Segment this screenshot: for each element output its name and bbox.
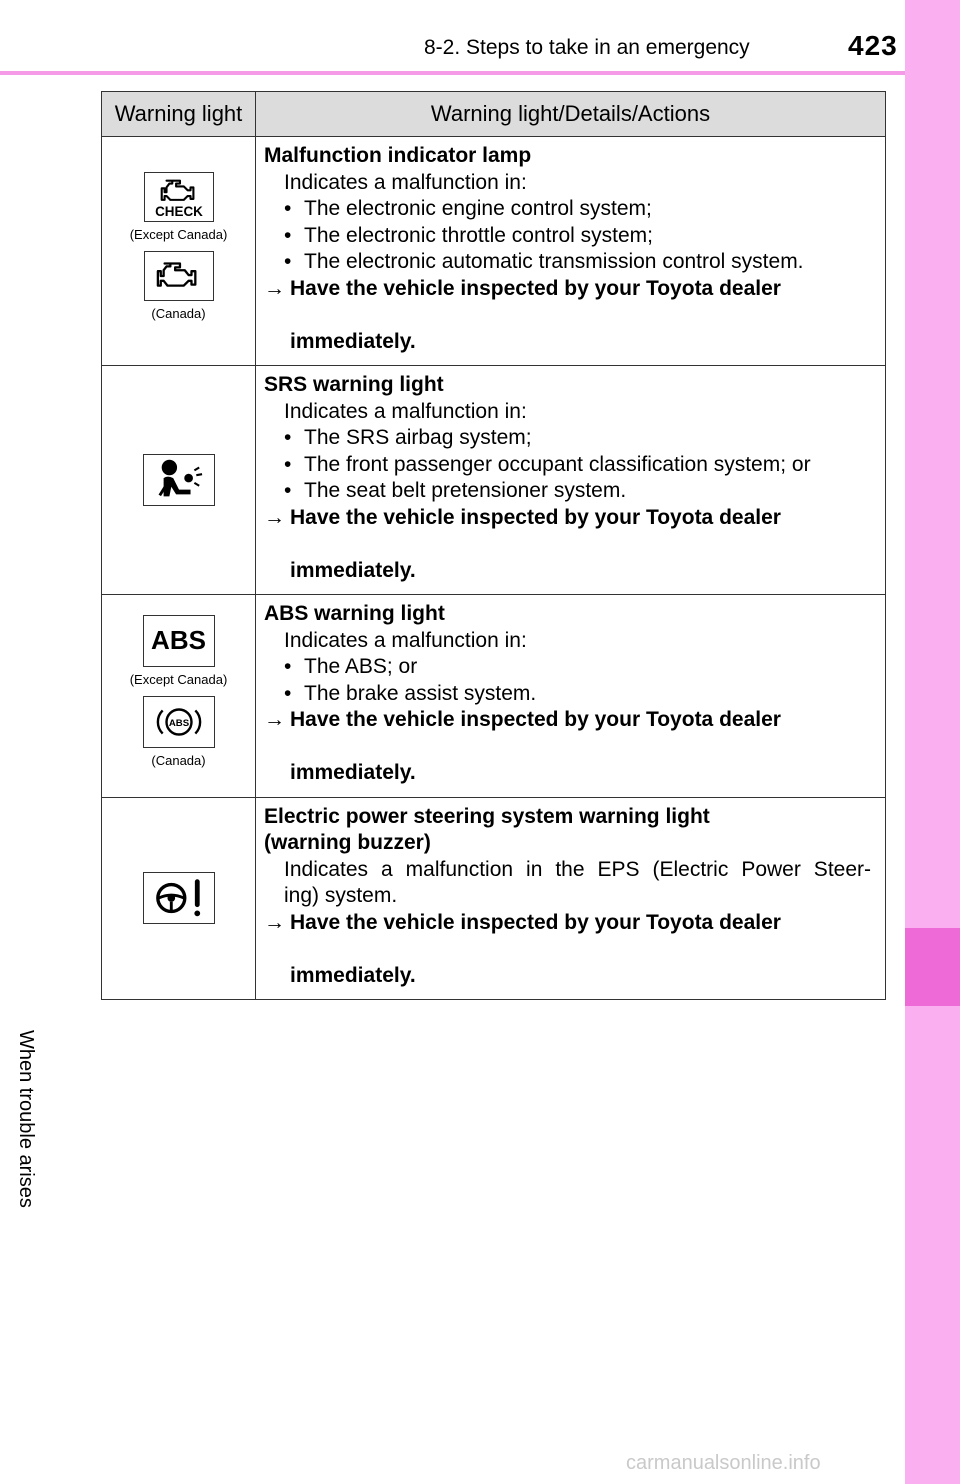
action-text: → Have the vehicle inspected by your Toyota dealer xyxy=(264,910,871,963)
icon-cell xyxy=(102,366,256,595)
chapter-number: 8 xyxy=(21,956,34,978)
action-text-continued: immediately. xyxy=(290,761,416,784)
warning-title: Electric power steering system warning light xyxy=(264,804,710,828)
action-text-continued: immediately. xyxy=(290,963,416,987)
table-row xyxy=(102,595,886,798)
column-header-warning-light: Warning light xyxy=(102,92,256,137)
warning-title: SRS warning light xyxy=(264,373,444,396)
chapter-number-box xyxy=(905,928,960,1006)
srs-airbag-icon xyxy=(143,454,215,506)
action-text-continued: immediately. xyxy=(290,558,416,582)
engine-icon xyxy=(144,251,214,301)
list-item: • The ABS; or xyxy=(264,654,871,681)
icon-cell xyxy=(102,137,256,366)
table-header-row xyxy=(102,92,886,137)
list-item: • The brake assist system. xyxy=(264,681,871,708)
watermark: carmanualsonline.info xyxy=(626,1452,821,1474)
svg-text:CHECK: CHECK xyxy=(154,204,203,220)
details-cell xyxy=(256,797,886,1000)
svg-text:ABS: ABS xyxy=(168,717,189,729)
details-cell xyxy=(256,137,886,366)
icon-cell xyxy=(102,797,256,1000)
action-text-continued: immediately. xyxy=(290,329,416,353)
action-text: → Have the vehicle inspected by your Toyota dealer xyxy=(264,505,871,558)
check-engine-icon xyxy=(144,172,214,222)
details-cell xyxy=(256,366,886,595)
arrow-icon: → xyxy=(264,910,285,934)
table-row xyxy=(102,137,886,366)
warning-intro: Indicates a malfunction in: xyxy=(284,170,527,194)
icon-caption: (Except Canada) xyxy=(129,671,228,687)
warning-intro: Indicates a malfunction in: xyxy=(284,399,527,423)
chapter-side-tab xyxy=(905,0,960,1484)
arrow-icon: → xyxy=(264,276,285,300)
warning-title-continued: (warning buzzer) xyxy=(264,831,431,854)
list-item: • The seat belt pretensioner system. xyxy=(264,478,871,505)
abs-circle-icon xyxy=(143,696,215,748)
warning-intro-continued: ing) system. xyxy=(284,884,398,907)
arrow-icon: → xyxy=(264,708,285,731)
warning-title: Malfunction indicator lamp xyxy=(264,144,532,167)
list-item: • The electronic throttle control system; xyxy=(264,223,871,250)
warning-intro: Indicates a malfunction in: xyxy=(284,628,527,652)
header-rule xyxy=(0,71,905,75)
list-item: • The electronic engine control system; xyxy=(264,196,871,223)
warning-light-table xyxy=(101,91,886,1000)
warning-intro: Indicates a malfunction in the EPS (Electric Power Steer- xyxy=(284,857,871,881)
list-item: • The SRS airbag system; xyxy=(264,425,871,452)
power-steering-warning-icon xyxy=(143,872,215,924)
action-text: → Have the vehicle inspected by your Toyota dealer xyxy=(264,707,871,760)
list-item: • The front passenger occupant classification system; or xyxy=(264,452,871,479)
icon-caption: (Canada) xyxy=(151,306,206,321)
section-title: 8-2. Steps to take in an emergency xyxy=(424,36,750,59)
details-cell xyxy=(256,595,886,798)
list-item: • The electronic automatic transmission control system. xyxy=(264,249,871,276)
icon-caption: (Canada) xyxy=(151,752,206,768)
table-row xyxy=(102,366,886,595)
table-row xyxy=(102,797,886,1000)
warning-title: ABS warning light xyxy=(264,602,445,625)
action-text: → Have the vehicle inspected by your Toyota dealer xyxy=(264,276,871,329)
chapter-label: When trouble arises xyxy=(15,1030,37,1208)
icon-caption: (Except Canada) xyxy=(129,227,228,242)
icon-cell xyxy=(102,595,256,798)
arrow-icon: → xyxy=(264,505,285,529)
page-number: 423 xyxy=(848,30,898,61)
abs-text-icon: ABS xyxy=(143,615,215,667)
column-header-details: Warning light/Details/Actions xyxy=(256,92,886,137)
